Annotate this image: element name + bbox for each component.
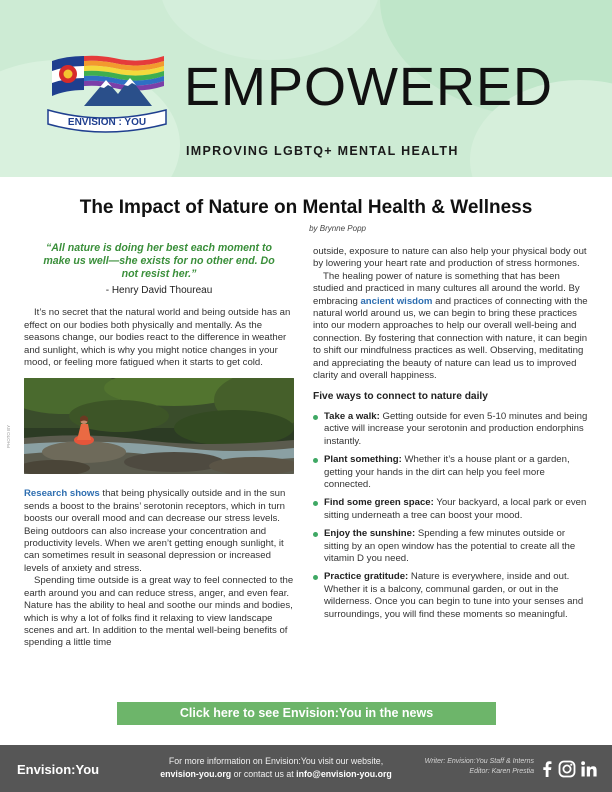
footer-credits: Writer: Envision:You Staff & Interns Editor: Karen Prestia: [424, 758, 534, 775]
nature-photo: [24, 378, 294, 474]
svg-text:ENVISION : YOU: ENVISION : YOU: [67, 117, 147, 128]
paragraph-research: Research shows that being physically outside and in the sun sends a boost to the brains’ serotonin receptors, which in turn boosts our overall mood and can decrease our stress levels. Being outdoors can also increase your concentration and productivity levels. When we aren’t getting enough sunlight, it can sometimes result in seasonal depression or increased levels of anxiety and stress.: [24, 488, 286, 574]
paragraph-intro: It’s no secret that the natural world and being outside has an effect on our bodies both physically and mentally. As the seasons change, our bodies react to the difference in weather and sunlight, which is why you might notice changes in your mood, or feeling more fatigued when it starts to get cold.: [24, 307, 291, 369]
tips-list: [313, 411, 589, 621]
tagline: IMPROVING LGBTQ+ MENTAL HEALTH: [186, 144, 459, 158]
masthead-title: EMPOWERED: [184, 57, 554, 117]
left-column: [24, 242, 294, 650]
photo-credit: PHOTO BY: [6, 424, 11, 448]
header-banner: [0, 0, 612, 177]
ancient-wisdom-link[interactable]: ancient wisdom: [360, 295, 433, 307]
research-shows-link[interactable]: Research shows: [24, 488, 100, 500]
person-meditating-by-stream-image: [24, 378, 294, 474]
envision-you-logo: [44, 44, 174, 134]
linkedin-icon[interactable]: [580, 760, 598, 778]
list-item: Find some green space: Your backyard, a local park or even sitting underneath a tree can boost your mood.: [313, 497, 589, 522]
quote-attribution: - Henry David Thoureau: [105, 285, 213, 296]
list-heading: Five ways to connect to nature daily: [313, 391, 488, 403]
list-item: Take a walk: Getting outside for even 5-10 minutes and being active will increase your serotonin and production endorphins instantly.: [313, 411, 589, 448]
decorative-blob: [160, 0, 380, 60]
article-title: The Impact of Nature on Mental Health & Wellness: [79, 197, 533, 218]
footer-brand: Envision:You: [17, 762, 100, 777]
list-item: Plant something: Whether it’s a house plant or a garden, getting your hands in the dirt can help you feel more connected.: [313, 454, 589, 491]
website-link[interactable]: envision-you.org: [160, 769, 232, 779]
right-column: [313, 246, 589, 627]
paragraph-spending-time: Spending time outside is a great way to feel connected to the earth around you and can reduce stress, anger, and even fear. Nature has the ability to heal and soothe our minds and bodies, which is why a lot of folks find it relaxing to view landscape scenes and art. In addition to the mental well-being benefits of spending a little time: [24, 575, 294, 649]
paragraph-physical-body: outside, exposure to nature can also help your physical body out by lowering your heart rate and production of stress hormones.: [313, 246, 587, 270]
news-link-button[interactable]: Click here to see Envision:You in the news: [117, 702, 496, 725]
footer-contact-info: For more information on Envision:You visit our website, envision-you.org or contact us at info@envision-you.org: [160, 756, 392, 779]
list-item: Practice gratitude: Nature is everywhere, inside and out. Whether it is a balcony, communal garden, or out in the wilderness. Once you can begin to tune into your senses and surroundings, you will find these moments so meaningful.: [313, 571, 589, 621]
facebook-icon[interactable]: [538, 760, 556, 778]
email-link[interactable]: info@envision-you.org: [296, 769, 392, 779]
pull-quote: “All nature is doing her best each moment to make us well—she exists for no other end. Do not resist her.”: [43, 242, 275, 280]
instagram-icon[interactable]: [558, 760, 576, 778]
list-item: Enjoy the sunshine: Spending a few minutes outside or sitting by an open window has the potential to create all the vitamin D you need.: [313, 528, 589, 565]
footer: [0, 745, 612, 792]
byline: by Brynne Popp: [309, 224, 366, 233]
paragraph-healing-power: The healing power of nature is something that has been studied and practiced in many cultures all around the world. By embracing ancient wisdom and practices of connecting with the natural world around us, we can begin to bring these practices into our modern approaches to help our overall well-being and connection. By fostering that connection with nature, it can begin to shift our mindfulness practices as well. Observing, meditating and appreciating the beauty of nature can lead us to improved clarity and overall happiness.: [313, 270, 588, 382]
